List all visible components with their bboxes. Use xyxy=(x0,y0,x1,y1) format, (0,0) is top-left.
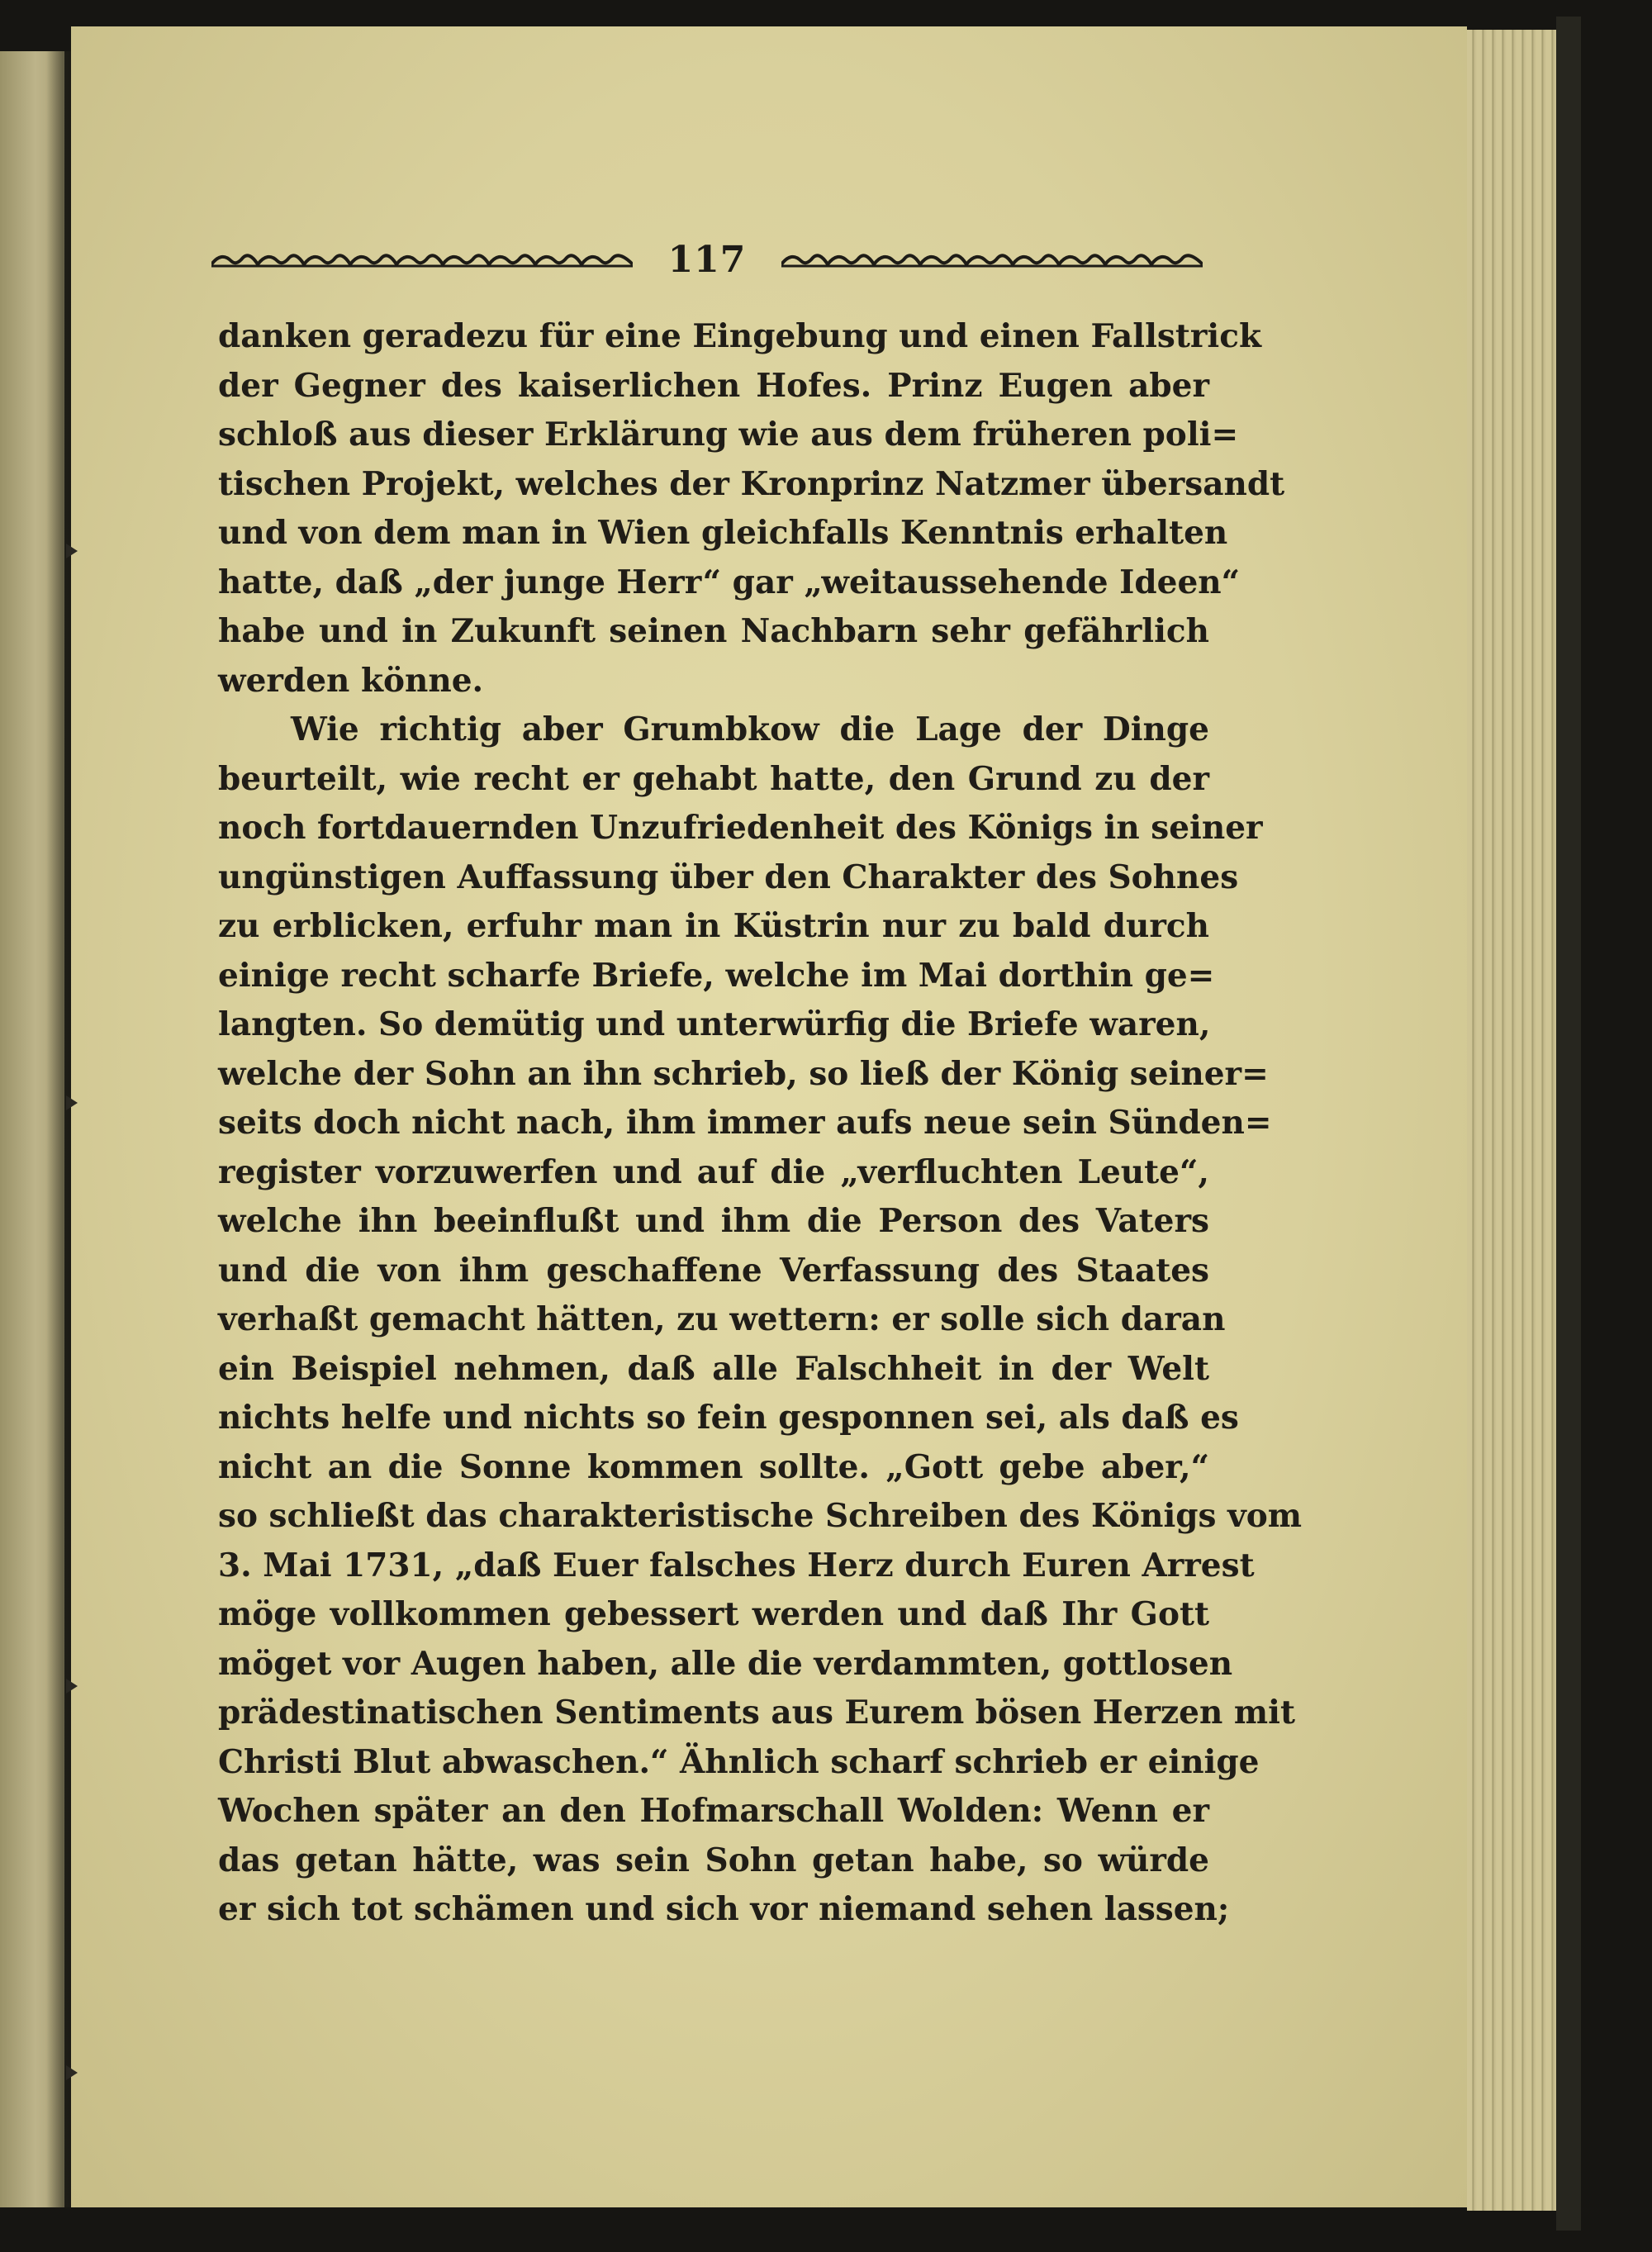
text-line: welche ihn beeinflußt und ihm die Person des Vaters xyxy=(218,1202,1209,1240)
text-line: das getan hätte, was sein Sohn getan habe, so würde xyxy=(218,1841,1209,1879)
text-line: verhaßt gemacht hätten, zu wettern: er solle sich daran xyxy=(218,1300,1226,1338)
text-line: tischen Projekt, welches der Kronprinz Natzmer übersandt xyxy=(218,464,1285,503)
text-line: er sich tot schämen und sich vor niemand sehen lassen; xyxy=(218,1890,1230,1928)
text-line: schloß aus dieser Erklärung wie aus dem früheren poli= xyxy=(218,416,1239,454)
text-line: prädestinatischen Sentiments aus Eurem bösen Herzen mit xyxy=(218,1694,1295,1732)
text-line: welche der Sohn an ihn schrieb, so ließ der König seiner= xyxy=(218,1054,1269,1093)
text-line: 3. Mai 1731, „daß Euer falsches Herz durch Euren Arrest xyxy=(218,1546,1255,1584)
text-line: und die von ihm geschaffene Verfassung des Staates xyxy=(218,1251,1209,1290)
text-line: noch fortdauernden Unzufriedenheit des Königs in seiner xyxy=(218,809,1263,847)
text-line: Wochen später an den Hofmarschall Wolden: Wenn er xyxy=(218,1792,1209,1830)
text-line: nicht an die Sonne kommen sollte. „Gott gebe aber,“ xyxy=(218,1447,1209,1486)
text-line: Wie richtig aber Grumbkow die Lage der Dinge xyxy=(291,710,1209,748)
wave-scroll-ornament-icon xyxy=(211,251,633,268)
text-line: Christi Blut abwaschen.“ Ähnlich scharf schrieb er einige xyxy=(218,1742,1260,1781)
text-line: so schließt das charakteristische Schreiben des Königs vom xyxy=(218,1497,1303,1535)
text-line: werden könne. xyxy=(218,661,484,700)
margin-tab-marker-icon xyxy=(66,1679,78,1694)
text-line: nichts helfe und nichts so fein gesponnen sei, als daß es xyxy=(218,1399,1239,1437)
body-text xyxy=(218,312,1303,1935)
page-stack-edges xyxy=(1467,30,1556,2211)
text-line: beurteilt, wie recht er gehabt hatte, den Grund zu der xyxy=(218,759,1209,798)
text-line: zu erblicken, erfuhr man in Küstrin nur zu bald durch xyxy=(218,907,1209,945)
margin-tab-marker-icon xyxy=(66,544,78,558)
text-line: einige recht scharfe Briefe, welche im Mai dorthin ge= xyxy=(218,956,1215,995)
page-number: 117 xyxy=(667,238,747,281)
text-line: und von dem man in Wien gleichfalls Kenntnis erhalten xyxy=(218,514,1228,552)
text-line: habe und in Zukunft seinen Nachbarn sehr gefährlich xyxy=(218,612,1209,650)
text-line: hatte, daß „der junge Herr“ gar „weitaussehende Ideen“ xyxy=(218,563,1241,601)
text-line: möge vollkommen gebessert werden und daß Ihr Gott xyxy=(218,1595,1209,1633)
margin-tab-marker-icon xyxy=(66,2065,78,2080)
text-line: möget vor Augen haben, alle die verdammten, gottlosen xyxy=(218,1644,1233,1683)
text-line: ungünstigen Auffassung über den Charakter des Sohnes xyxy=(218,858,1239,896)
margin-tab-marker-icon xyxy=(66,1095,78,1110)
text-line: seits doch nicht nach, ihm immer aufs neue sein Sünden= xyxy=(218,1104,1272,1142)
text-line: register vorzuwerfen und auf die „verfluchten Leute“, xyxy=(218,1152,1209,1191)
text-line: der Gegner des kaiserlichen Hofes. Prinz Eugen aber xyxy=(218,366,1209,405)
binding-shadow xyxy=(46,51,74,2207)
text-line: danken geradezu für eine Eingebung und einen Fallstrick xyxy=(218,317,1262,355)
running-header xyxy=(211,238,1203,281)
text-line: ein Beispiel nehmen, daß alle Falschheit in der Welt xyxy=(218,1349,1209,1388)
wave-scroll-ornament-icon xyxy=(781,251,1203,268)
text-line: langten. So demütig und unterwürfig die Briefe waren, xyxy=(218,1005,1211,1043)
book-cover-edge xyxy=(1556,17,1581,2231)
